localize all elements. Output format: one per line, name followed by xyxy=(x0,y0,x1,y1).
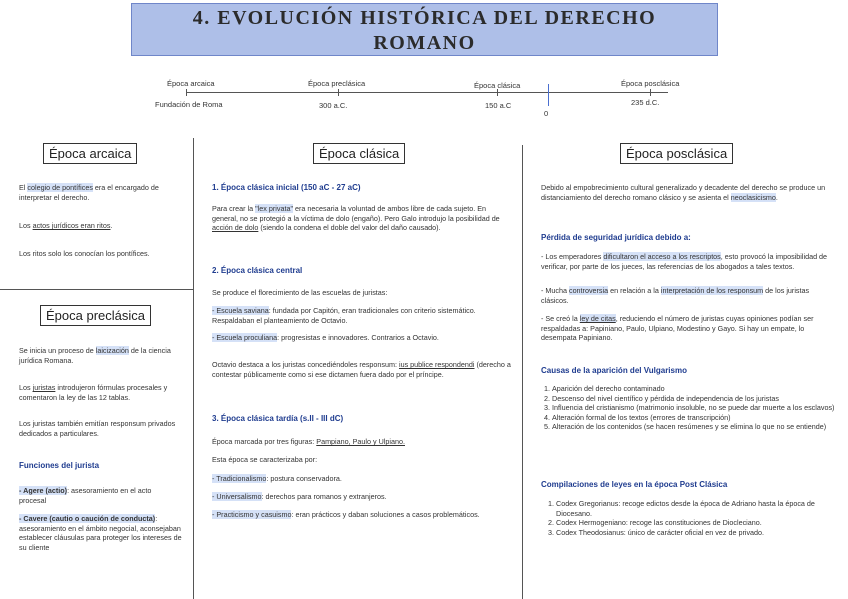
preclasica-paragraph-1: Se inicia un proceso de laicización de la ciencia jurídica Romana. xyxy=(19,346,171,365)
timeline-tick xyxy=(186,89,187,96)
posclasica-ley-citas: - Se creó la ley de citas, reduciendo el número de juristas cuyas opiniones podían ser respaldadas a: Papiniano, Paulo, Ulpiano, Modestino y Gayo. Si hay un empate, lo desempata Papiniano. xyxy=(541,314,814,342)
section-title-preclasica: Época preclásica xyxy=(40,305,151,326)
posclasica-controversia: - Mucha controversia en relación a la interpretación de los responsum de los juristas clásicos. xyxy=(541,286,810,305)
list-item: 1. Aparición del derecho contaminado xyxy=(552,384,835,394)
clasica-central-intro: Se produce el florecimiento de las escuelas de juristas: xyxy=(212,288,388,297)
posclasica-rescriptos: - Los emperadores dificultaron el acceso a los rescriptos, esto provocó la imposibilidad de verificar, por parte de los jueces, las referencias de los abogados a tales textos. xyxy=(541,252,828,271)
clasica-responsum-paragraph: Octavio destaca a los juristas concediéndoles responsum: ius publice respondendi (derecho a contestar públicamente como si ese dictamen fuera dado por el príncipe. xyxy=(212,360,511,379)
preclasica-funcion-cavere: - Cavere (cautio o caución de conducta): asesoramiento en el ámbito negocial, aconsejaban establecer cláusulas para proteger los intereses de su cliente xyxy=(19,514,182,552)
timeline-period-preclasica: Época preclásica xyxy=(308,79,366,88)
list-item: 3. Codex Theodosianus: único de carácter oficial en vez de privado. xyxy=(556,528,835,538)
timeline-axis xyxy=(186,92,668,93)
posclasica-heading-compilaciones: Compilaciones de leyes en la época Post Clásica xyxy=(541,480,728,489)
preclasica-paragraph-2: Los juristas introdujeron fórmulas procesales y comentaron la ley de las 12 tablas. xyxy=(19,383,168,402)
arcaica-paragraph-2: Los actos jurídicos eran ritos. xyxy=(19,221,113,230)
timeline-period-posclasica: Época posclásica xyxy=(621,79,680,88)
timeline-zero-marker xyxy=(548,84,549,106)
preclasica-heading-funciones: Funciones del jurista xyxy=(19,461,100,470)
arcaica-paragraph-1: El colegio de pontífices era el encargado de interpretar el derecho. xyxy=(19,183,159,202)
section-title-posclasica: Época posclásica xyxy=(620,143,733,164)
posclasica-heading-seguridad: Pérdida de seguridad jurídica debido a: xyxy=(541,233,691,242)
clasica-universalismo: - Universalismo: derechos para romanos y extranjeros. xyxy=(212,492,387,501)
section-title-clasica: Época clásica xyxy=(313,143,405,164)
posclasica-compilaciones-list xyxy=(545,499,835,537)
timeline-event-fundacion: Fundación de Roma xyxy=(155,100,223,109)
clasica-inicial-paragraph: Para crear la "lex privata" era necesaria la voluntad de ambos libre de cada sujeto. En general, no se protegió a la víctima de dolo (engaño). Pero Galo introdujo la posibilidad de acción de dolo (siendo la condena el doble del valor del daño causado). xyxy=(212,204,500,232)
preclasica-paragraph-3: Los juristas también emitían responsum privados dedicados a particulares. xyxy=(19,419,176,438)
clasica-tardia-figuras: Época marcada por tres figuras: Pampiano, Paulo y Ulpiano. xyxy=(212,437,405,446)
list-item: 5. Alteración de los contenidos (se hacen resúmenes y se elimina lo que no se entiende) xyxy=(552,422,835,432)
clasica-tardia-caracteristicas: Esta época se caracterizaba por: xyxy=(212,455,318,464)
posclasica-intro: Debido al empobrecimiento cultural generalizado y decadente del derecho se produce un distanciamiento del derecho romano clásico y se asienta el neoclasicismo. xyxy=(541,183,826,202)
list-item: 2. Descenso del nivel científico y pérdida de independencia de los juristas xyxy=(552,394,835,404)
timeline-period-arcaica: Época arcaica xyxy=(167,79,215,88)
posclasica-causes-list xyxy=(541,384,835,432)
list-item: 1. Codex Gregorianus: recoge edictos desde la época de Adriano hasta la época de Diocesano. xyxy=(556,499,835,518)
timeline-period-clasica: Época clásica xyxy=(474,81,521,90)
section-divider xyxy=(0,289,193,290)
timeline-tick xyxy=(650,89,651,96)
title-line-1: 4. EVOLUCIÓN HISTÓRICA DEL DERECHO xyxy=(192,7,657,29)
column-divider xyxy=(522,145,523,599)
list-item: 3. Influencia del cristianismo (matrimonio insoluble, no se puede dar muerte a los esclavos) xyxy=(552,403,835,413)
timeline-event-150ac: 150 a.C xyxy=(485,101,512,110)
clasica-escuela-proculiana: - Escuela proculiana: progresistas e innovadores. Contrarios a Octavio. xyxy=(212,333,439,342)
column-divider xyxy=(193,138,194,599)
section-title-arcaica: Época arcaica xyxy=(43,143,137,164)
timeline-tick xyxy=(338,89,339,96)
clasica-heading-tardia: 3. Época clásica tardía (s.II - III dC) xyxy=(212,414,344,423)
arcaica-paragraph-3: Los ritos solo los conocían los pontífices. xyxy=(19,249,150,258)
title-line-2: ROMANO xyxy=(373,32,476,54)
clasica-escuela-saviana: - Escuela saviana: fundada por Capitón, eran tradicionales con criterio sistemático. Respaldaban el planteamiento de Octavio. xyxy=(212,306,476,325)
clasica-practicismo: - Practicismo y casuismo: eran prácticos y daban soluciones a casos problemáticos. xyxy=(212,510,480,519)
page-title xyxy=(131,3,718,56)
clasica-heading-central: 2. Época clásica central xyxy=(212,266,303,275)
preclasica-funcion-agere: - Agere (actio): asesoramiento en el acto procesal xyxy=(19,486,152,505)
timeline-tick xyxy=(497,89,498,96)
list-item: 2. Codex Hermogeniano: recoge las constituciones de Diocleciano. xyxy=(556,518,835,528)
timeline-event-235dc: 235 d.C. xyxy=(631,98,660,107)
clasica-heading-inicial: 1. Época clásica inicial (150 aC - 27 aC) xyxy=(212,183,361,192)
timeline-event-300ac: 300 a.C. xyxy=(319,101,348,110)
timeline-event-0: 0 xyxy=(544,109,549,118)
clasica-tradicionalismo: - Tradicionalismo: postura conservadora. xyxy=(212,474,342,483)
posclasica-heading-vulgarismo: Causas de la aparición del Vulgarismo xyxy=(541,366,687,375)
list-item: 4. Alteración formal de los textos (errores de transcripción) xyxy=(552,413,835,423)
